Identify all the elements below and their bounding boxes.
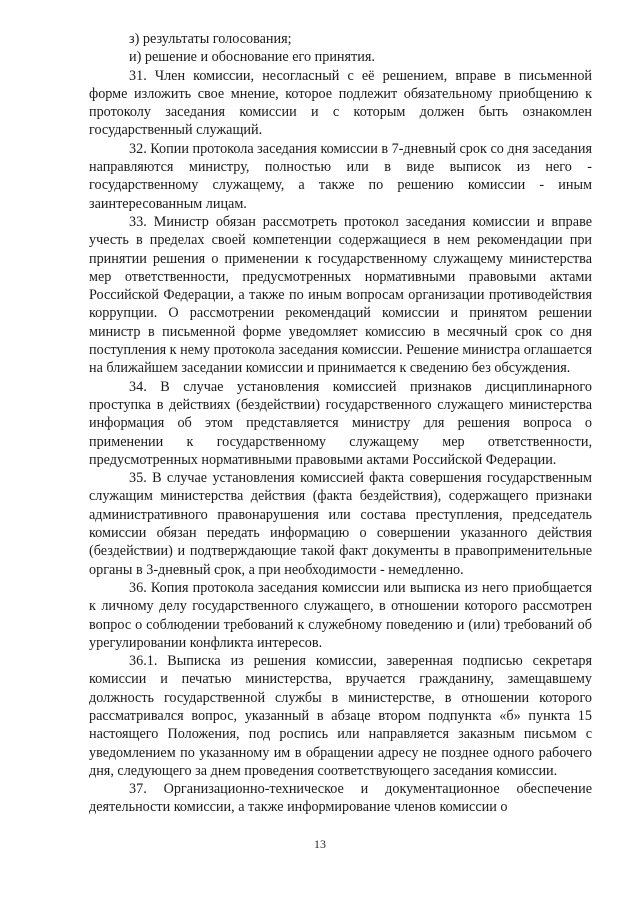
- page-number: 13: [314, 837, 326, 851]
- paragraph-34: 34. В случае установления комиссией признаков дисциплинарного проступка в действиях (бездействии) государственного служащего министерства информация об этом представляется министру для решения вопроса о применении к государственному служащему мер ответственности, предусмотренных нормативными правовыми актами Российской Федерации.: [89, 378, 592, 468]
- paragraph-item-z: з) результаты голосования;: [129, 31, 292, 47]
- paragraph-36: 36. Копия протокола заседания комиссии или выписка из него приобщается к личному делу государственного служащего, в отношении которого рассмотрен вопрос о соблюдении требований к служебному поведению и (или) требований об урегулировании конфликта интересов.: [89, 579, 592, 651]
- paragraph-31: 31. Член комиссии, несогласный с её решением, вправе в письменной форме изложить свое мнение, которое подлежит обязательному приобщению к протоколу заседания комиссии и с которым должен быть ознакомлен государственный служащий.: [89, 67, 592, 139]
- paragraph-item-i: и) решение и обоснование его принятия.: [129, 49, 375, 66]
- paragraph-33: 33. Министр обязан рассмотреть протокол заседания комиссии и вправе учесть в пределах своей компетенции содержащиеся в нем рекомендации при принятии решения о применении к государственному служащему министерства мер ответственности, предусмотренных нормативными правовыми актами Российской Федерации, а также по иным вопросам организации противодействия коррупции. О рассмотрении рекомендаций комиссии и принятом решении министр в письменной форме уведомляет комиссию в месячный срок со дня поступления к нему протокола заседания комиссии. Решение министра оглашается на ближайшем заседании комиссии и принимается к сведению без обсуждения.: [89, 213, 592, 377]
- paragraph-37: 37. Организационно-техническое и документационное обеспечение деятельности комиссии, а также информирование членов комиссии о: [89, 781, 592, 816]
- document-body: [89, 30, 592, 817]
- paragraph-35: 35. В случае установления комиссией факта совершения государственным служащим министерства действия (факта бездействия), содержащего признаки административного правонарушения или состава преступления, председатель комиссии обязан передать информацию о совершении указанного действия (бездействии) и подтверждающие такой факт документы в правоприменительные органы в 3-дневный срок, а при необходимости - немедленно.: [89, 470, 592, 578]
- paragraph-32: 32. Копии протокола заседания комиссии в 7-дневный срок со дня заседания направляются министру, полностью или в виде выписок из него - государственному служащему, а также по решению комиссии - иным заинтересованным лицам.: [89, 140, 592, 212]
- paragraph-36-1: 36.1. Выписка из решения комиссии, заверенная подписью секретаря комиссии и печатью министерства, вручается гражданину, замещавшему должность государственной службы в министерстве, в отношении которого рассматривался вопрос, указанный в абзаце втором подпункта «б» пункта 15 настоящего Положения, под роспись или направляется заказным письмом с уведомлением по указанному им в обращении адресу не позднее одного рабочего дня, следующего за днем проведения соответствующего заседания комиссии.: [89, 653, 592, 779]
